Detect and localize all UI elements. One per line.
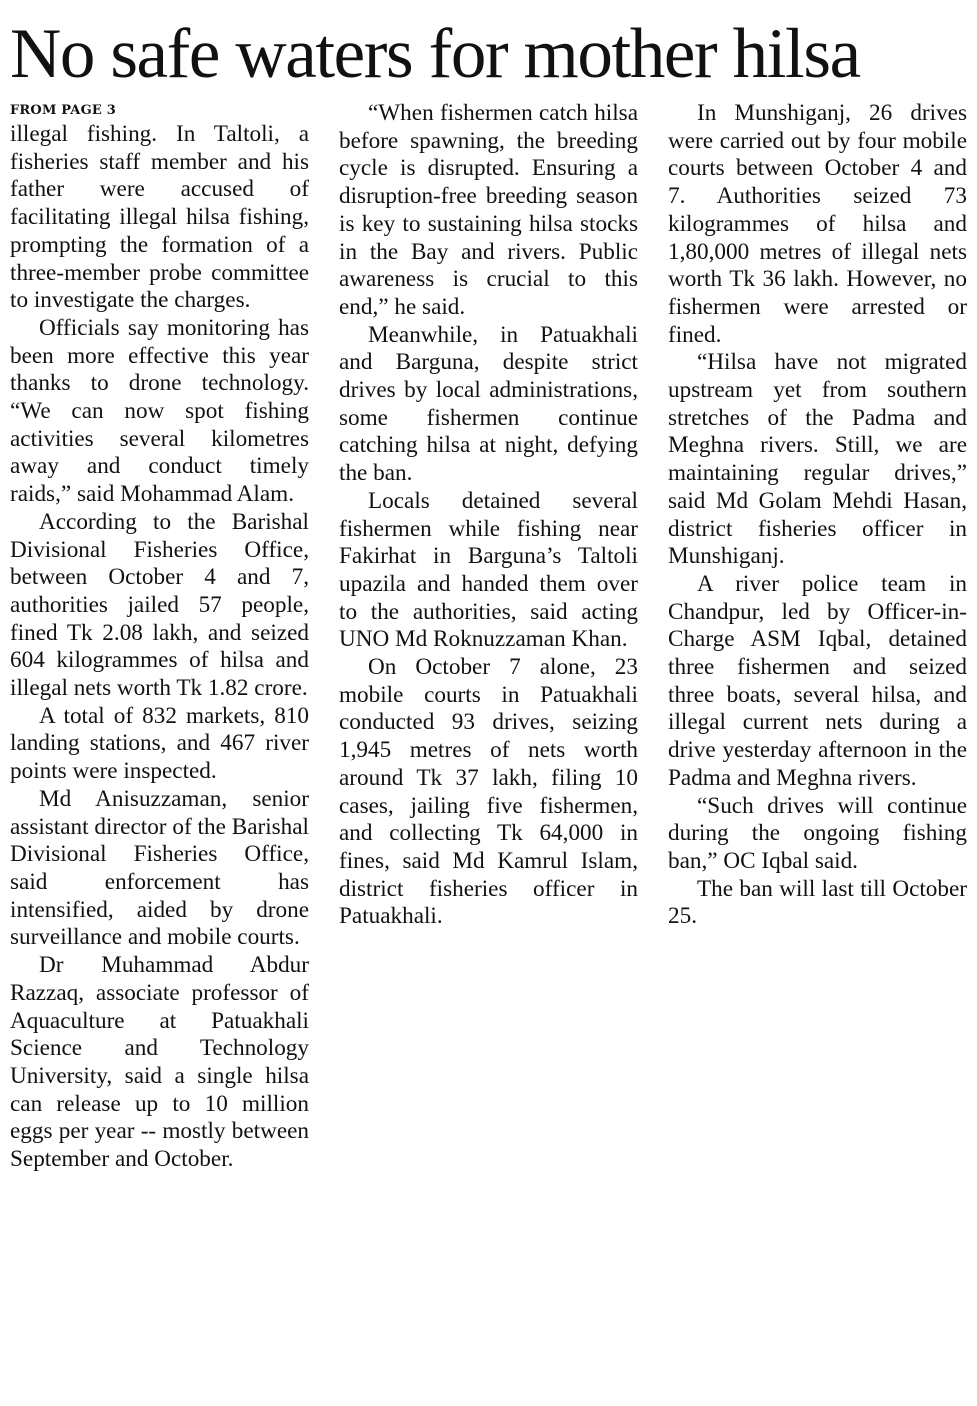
article-column-2: [339, 100, 638, 931]
headline: No safe waters for mother hilsa: [10, 15, 860, 93]
paragraph: In Munshiganj, 26 drives were carried out by four mobile courts between October 4 and 7. Authorities seized 73 kilogrammes of hilsa and 1,80,000 metres of illegal nets worth Tk 36 lakh. However, no fishermen were arrested or fined.: [668, 100, 967, 348]
article-column-3: [668, 100, 967, 931]
paragraph: A total of 832 markets, 810 landing stations, and 467 river points were inspected.: [10, 702, 309, 785]
paragraph: “Hilsa have not migrated upstream yet from southern stretches of the Padma and Meghna rivers. Still, we are maintaining regular drives,” said Md Golam Mehdi Hasan, district fisheries officer in Munshiganj.: [668, 349, 967, 570]
paragraph: According to the Barishal Divisional Fisheries Office, between October 4 and 7, authorities jailed 57 people, fined Tk 2.08 lakh, and seized 604 kilogrammes of hilsa and illegal nets worth Tk 1.82 crore.: [10, 508, 309, 702]
paragraph: Md Anisuzzaman, senior assistant director of the Barishal Divisional Fisheries Office, said enforcement has intensified, aided by drone surveillance and mobile courts.: [10, 785, 309, 951]
paragraph: Locals detained several fishermen while fishing near Fakirhat in Barguna’s Taltoli upazila and handed them over to the authorities, said acting UNO Md Roknuzzaman Khan.: [339, 487, 638, 653]
jump-label: FROM PAGE 3: [10, 103, 116, 118]
article-column-1: [10, 100, 309, 1174]
paragraph: Dr Muhammad Abdur Razzaq, associate professor of Aquaculture at Patuakhali Science and Technology University, said a single hilsa can release up to 10 million eggs per year -- mostly between September and October.: [10, 952, 309, 1173]
paragraph: Meanwhile, in Patuakhali and Barguna, despite strict drives by local administrations, some fishermen continue catching hilsa at night, defying the ban.: [339, 321, 638, 487]
paragraph: Officials say monitoring has been more effective this year thanks to drone technology. “We can now spot fishing activities several kilometres away and conduct timely raids,” said Mohammad Alam.: [10, 314, 309, 508]
paragraph: A river police team in Chandpur, led by Officer-in-Charge ASM Iqbal, detained three fishermen and seized three boats, several hilsa, and illegal current nets during a drive yesterday afternoon in the Padma and Meghna rivers.: [668, 570, 967, 791]
paragraph: “When fishermen catch hilsa before spawning, the breeding cycle is disrupted. Ensuring a disruption-free breeding season is key to sustaining hilsa stocks in the Bay and rivers. Public awareness is crucial to this end,” he said.: [339, 100, 638, 320]
paragraph: On October 7 alone, 23 mobile courts in Patuakhali conducted 93 drives, seizing 1,945 metres of nets worth around Tk 37 lakh, filing 10 cases, jailing five fishermen, and collecting Tk 64,000 in fines, said Md Kamrul Islam, district fisheries officer in Patuakhali.: [339, 654, 638, 930]
paragraph: The ban will last till October 25.: [668, 875, 967, 930]
paragraph: “Such drives will continue during the ongoing fishing ban,” OC Iqbal said.: [668, 792, 967, 874]
paragraph: illegal fishing. In Taltoli, a fisheries staff member and his father were accused of facilitating illegal hilsa fishing, prompting the formation of a three-member probe committee to investigate the charges.: [10, 121, 309, 314]
